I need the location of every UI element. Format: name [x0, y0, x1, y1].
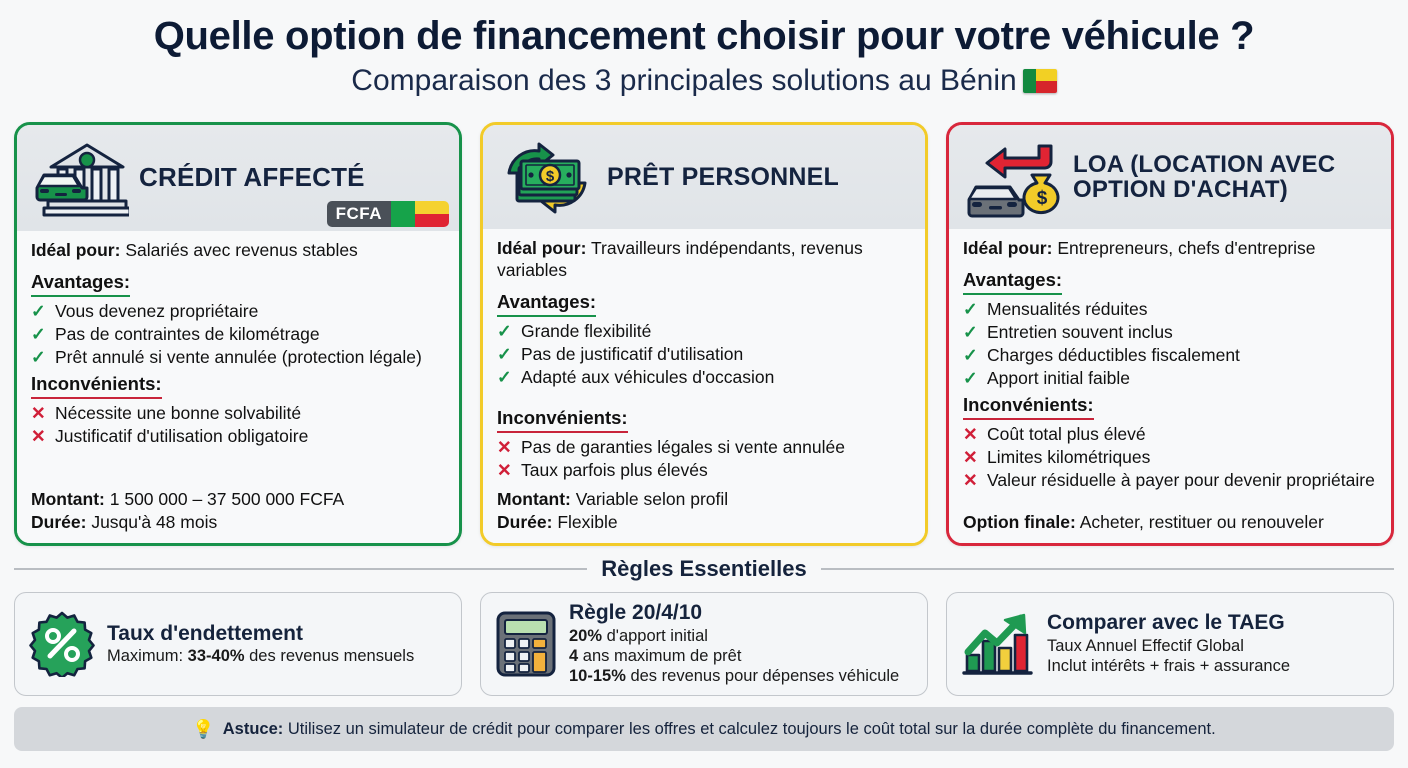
ideal-for-value: Entrepreneurs, chefs d'entreprise: [1057, 238, 1316, 258]
list-item: [963, 469, 1379, 491]
meta-value: 1 500 000 – 37 500 000 FCFA: [109, 488, 345, 509]
disadvantages-list: [31, 402, 447, 448]
rule-text: [1047, 611, 1290, 676]
rule-title: Comparer avec le TAEG: [1047, 611, 1285, 635]
benin-flag-mini-icon: [391, 201, 449, 227]
card-loa: [946, 122, 1394, 546]
rule-lines: [1047, 636, 1290, 676]
card-meta: [31, 488, 447, 535]
disadvantages-list: [963, 423, 1379, 492]
gap: [497, 391, 913, 405]
disadvantage-text: Coût total plus élevé: [987, 424, 1146, 445]
rules-section-divider: [14, 556, 1394, 582]
disadvantages-list: [497, 436, 913, 482]
check-icon: ✓: [963, 368, 978, 389]
meta-label: Durée:: [31, 512, 87, 533]
cross-icon: ✕: [497, 436, 512, 457]
check-icon: ✓: [963, 298, 978, 319]
rule-20-4-10: [480, 592, 928, 696]
meta-row: [963, 511, 1379, 535]
list-item: [963, 367, 1379, 389]
rule-text: [569, 601, 899, 686]
meta-row: [497, 511, 913, 535]
card-title: PRÊT PERSONNEL: [607, 162, 839, 191]
check-icon: ✓: [497, 343, 512, 364]
ideal-for-value: Salariés avec revenus stables: [125, 240, 358, 260]
rule-line-post: des revenus mensuels: [244, 647, 415, 666]
spacer: [31, 450, 447, 488]
rule-line-post: ans maximum de prêt: [578, 647, 742, 666]
rule-line: [569, 626, 899, 646]
rule-line-post: d'apport initial: [602, 627, 708, 646]
rule-title: Règle 20/4/10: [569, 601, 703, 625]
page-title-text: Quelle option de financement choisir pour votre véhicule ?: [153, 14, 1255, 58]
rule-line-post: des revenus pour dépenses véhicule: [625, 667, 900, 686]
list-item: [31, 346, 447, 368]
card-pret-personnel: [480, 122, 928, 546]
list-item: [31, 323, 447, 345]
advantage-text: Apport initial faible: [987, 368, 1130, 389]
divider-line-left: [14, 568, 587, 570]
ideal-for-label: Idéal pour:: [31, 240, 121, 260]
card-title: LOA (LOCATION AVEC OPTION D'ACHAT): [1073, 150, 1336, 203]
disadvantage-text: Justificatif d'utilisation obligatoire: [55, 426, 309, 447]
disadvantage-text: Valeur résiduelle à payer pour devenir propriétaire: [987, 470, 1375, 491]
divider-line-right: [821, 568, 1394, 570]
fcfa-badge: [327, 201, 449, 227]
list-item: [963, 344, 1379, 366]
rule-line-strong: 4: [569, 647, 579, 666]
bank-and-car-icon: [31, 135, 129, 221]
page-subtitle-text: Comparaison des 3 principales solutions au Bénin: [351, 64, 1017, 97]
disadvantages-heading: Inconvénients:: [31, 373, 162, 399]
cross-icon: ✕: [963, 424, 978, 445]
card-meta: [497, 488, 913, 535]
cross-icon: ✕: [31, 403, 46, 424]
spacer: [963, 494, 1379, 511]
advantage-text: Grande flexibilité: [521, 320, 652, 341]
card-credit-affecte: [14, 122, 462, 546]
check-icon: ✓: [31, 346, 46, 367]
rule-line-strong: 33-40%: [187, 647, 245, 666]
check-icon: ✓: [497, 320, 512, 341]
card-body: [17, 231, 459, 543]
meta-label: Montant:: [31, 488, 105, 509]
advantage-text: Prêt annulé si vente annulée (protection légale): [55, 346, 422, 367]
meta-value: Acheter, restituer ou renouveler: [1079, 512, 1324, 533]
list-item: [497, 436, 913, 458]
cross-icon: ✕: [963, 447, 978, 468]
disadvantages-heading: Inconvénients:: [497, 407, 628, 433]
advantages-heading: Avantages:: [31, 271, 130, 297]
advantage-text: Vous devenez propriétaire: [55, 300, 259, 321]
advantage-text: Entretien souvent inclus: [987, 321, 1173, 342]
comparison-cards: [14, 122, 1394, 546]
fcfa-badge-label: FCFA: [327, 201, 391, 227]
cross-icon: ✕: [963, 470, 978, 491]
rule-line-pre: Maximum:: [107, 647, 188, 666]
list-item: [497, 320, 913, 342]
car-return-money-bag-icon: [963, 133, 1063, 221]
ideal-for-label: Idéal pour:: [963, 238, 1053, 258]
cross-icon: ✕: [497, 459, 512, 480]
meta-label: Montant:: [497, 488, 571, 509]
list-item: [963, 298, 1379, 320]
advantages-heading: Avantages:: [497, 291, 596, 317]
rule-lines: [569, 626, 899, 686]
percent-badge-icon: [29, 611, 95, 677]
advantage-text: Charges déductibles fiscalement: [987, 344, 1240, 365]
rules-row: [14, 592, 1394, 696]
rules-section-heading: Règles Essentielles: [601, 556, 807, 581]
money-exchange-icon: [497, 133, 597, 221]
growth-bar-chart-icon: [961, 611, 1035, 677]
advantages-list: [497, 320, 913, 389]
check-icon: ✓: [31, 300, 46, 321]
page-title: [0, 0, 1408, 58]
rule-line-strong: 20%: [569, 627, 603, 646]
advantage-text: Mensualités réduites: [987, 298, 1148, 319]
rule-line-strong: 10-15%: [569, 667, 626, 686]
meta-value: Flexible: [557, 512, 618, 533]
rule-line: Inclut intérêts + frais + assurance: [1047, 657, 1291, 676]
advantage-text: Pas de contraintes de kilométrage: [55, 323, 320, 344]
ideal-for-row: [497, 238, 913, 282]
footer-tip: [14, 707, 1394, 751]
footer-tip-label: Astuce:: [222, 719, 284, 738]
ideal-for-row: [963, 238, 1379, 260]
check-icon: ✓: [963, 344, 978, 365]
check-icon: ✓: [31, 323, 46, 344]
list-item: [31, 402, 447, 424]
advantage-text: Adapté aux véhicules d'occasion: [521, 366, 775, 387]
ideal-for-label: Idéal pour:: [497, 237, 587, 258]
meta-value: Jusqu'à 48 mois: [91, 512, 218, 533]
card-body: [483, 229, 925, 543]
meta-label: Option finale:: [963, 512, 1076, 533]
rule-line: [107, 647, 414, 665]
meta-value: Variable selon profil: [575, 488, 729, 509]
lightbulb-icon: 💡: [192, 719, 215, 739]
card-body: [949, 229, 1391, 543]
ideal-for-value: Travailleurs indépendants, revenus variables: [497, 237, 863, 280]
advantage-text: Pas de justificatif d'utilisation: [521, 343, 744, 364]
meta-label: Durée:: [497, 512, 553, 533]
rule-line: [569, 646, 899, 666]
advantages-list: [31, 300, 447, 369]
disadvantages-heading: Inconvénients:: [963, 394, 1094, 420]
cross-icon: ✕: [31, 426, 46, 447]
page-subtitle: [0, 58, 1408, 99]
meta-row: [31, 488, 447, 512]
card-header: [17, 125, 459, 231]
meta-row: [31, 511, 447, 535]
rule-title: Taux d'endettement: [107, 621, 303, 645]
list-item: [31, 300, 447, 322]
advantages-heading: Avantages:: [963, 269, 1062, 295]
rule-text: [107, 622, 414, 667]
disadvantage-text: Nécessite une bonne solvabilité: [55, 403, 302, 424]
svg-text:$: $: [545, 167, 555, 185]
rule-line: Taux Annuel Effectif Global: [1047, 637, 1244, 656]
card-header: [483, 125, 925, 229]
svg-text:$: $: [1036, 188, 1048, 209]
rule-taeg: [946, 592, 1394, 696]
ideal-for-row: [31, 240, 447, 262]
benin-flag-icon: [1023, 69, 1057, 93]
list-item: [963, 446, 1379, 468]
rule-line: [569, 666, 899, 686]
card-meta: [963, 511, 1379, 535]
list-item: [963, 423, 1379, 445]
list-item: [497, 343, 913, 365]
advantages-list: [963, 298, 1379, 390]
rule-lines: [107, 646, 414, 666]
check-icon: ✓: [963, 321, 978, 342]
disadvantage-text: Pas de garanties légales si vente annulée: [521, 436, 845, 457]
footer-tip-text: Utilisez un simulateur de crédit pour comparer les offres et calculez toujours le coût total sur la durée complète du financement.: [283, 719, 1216, 738]
card-title: CRÉDIT AFFECTÉ: [139, 162, 365, 193]
footer-tip-content: [223, 720, 1216, 739]
list-item: [963, 321, 1379, 343]
meta-row: [497, 488, 913, 512]
rule-taux-endettement: [14, 592, 462, 696]
calculator-icon: [495, 610, 557, 678]
check-icon: ✓: [497, 366, 512, 387]
list-item: [497, 459, 913, 481]
list-item: [31, 425, 447, 447]
card-header: [949, 125, 1391, 229]
disadvantage-text: Taux parfois plus élevés: [521, 459, 708, 480]
list-item: [497, 366, 913, 388]
disadvantage-text: Limites kilométriques: [987, 447, 1151, 468]
